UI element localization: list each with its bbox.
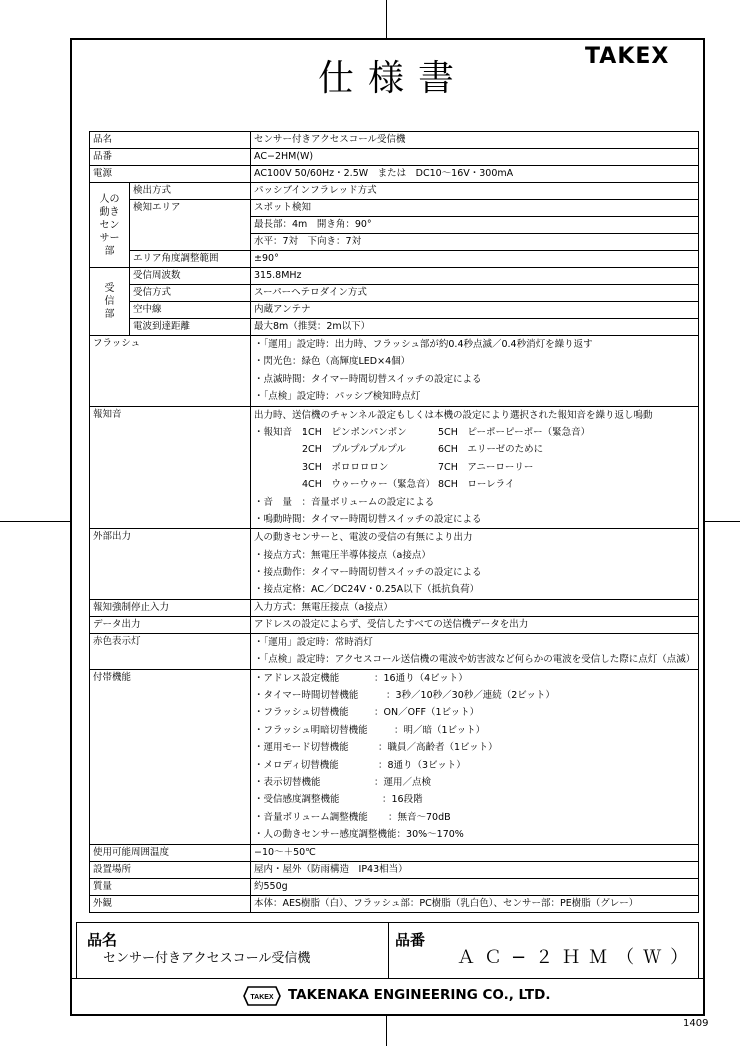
- table-row: [90, 132, 699, 149]
- sound-line: ・鳴動時間：タイマー時間切替スイッチの設定による: [254, 513, 482, 525]
- receiver-group-label: 受信部: [90, 268, 130, 336]
- row-value: スポット検知: [251, 200, 699, 217]
- ext-line: ・接点方式：無電圧半導体接点（a接点）: [254, 549, 431, 561]
- sound-line: [254, 459, 695, 476]
- row-value: 315.8MHz: [251, 268, 699, 285]
- row-label: 電波到達距離: [130, 319, 251, 336]
- row-value: 本体：AES樹脂（白）、フラッシュ部：PC樹脂（乳白色）、センサー部：PE樹脂（グレー）: [251, 895, 699, 912]
- sound-option: 4CH ウゥーウゥー（緊急音）: [302, 479, 436, 491]
- table-row: [90, 616, 699, 633]
- flash-line: ・閃光色：緑色（高輝度LED×4個）: [254, 356, 411, 368]
- row-value: ±90°: [251, 251, 699, 268]
- table-row: [90, 861, 699, 878]
- document-number: 1409: [683, 1018, 709, 1029]
- table-row: [90, 529, 699, 600]
- sound-option: 7CH アニーローリー: [438, 461, 534, 473]
- table-row: [90, 200, 699, 217]
- row-value: [251, 336, 699, 407]
- flash-line: ・「運用」設定時：出力時、フラッシュ部が約0.4秒点滅／0.4秒消灯を繰り返す: [254, 339, 593, 350]
- table-row: [90, 406, 699, 529]
- table-row: [90, 319, 699, 336]
- func-line: ・タイマー時間切替機能 ：3秒／10秒／30秒／連続（2ビット）: [254, 690, 555, 702]
- row-label: 質量: [90, 878, 251, 895]
- row-label: 報知強制停止入力: [90, 599, 251, 616]
- row-label: 検出方式: [130, 183, 251, 200]
- func-line: ・メロディ切替機能 ：8通り（3ビット）: [254, 759, 466, 771]
- row-label: 赤色表示灯: [90, 633, 251, 669]
- footer-name-label: 品名: [87, 931, 118, 949]
- row-label: 電源: [90, 166, 251, 183]
- company-logo-icon: [243, 986, 281, 1006]
- row-value: 最長部：4m 開き角：90°: [251, 217, 699, 234]
- row-value: 約550g: [251, 878, 699, 895]
- row-value: 水平：7対 下向き：7対: [251, 234, 699, 251]
- row-value: [251, 669, 699, 844]
- sound-option: 5CH ピーポーピーポー（緊急音）: [438, 426, 591, 438]
- row-value: [251, 406, 699, 529]
- ext-line: ・接点動作：タイマー時間切替スイッチの設定による: [254, 567, 482, 579]
- row-value: −10〜＋50℃: [251, 844, 699, 861]
- flash-line: ・「点検」設定時：パッシブ検知時点灯: [254, 391, 421, 403]
- row-value: パッシブインフラレッド方式: [251, 183, 699, 200]
- table-row: [90, 285, 699, 302]
- crop-mark-top: [386, 0, 387, 38]
- table-row: [90, 166, 699, 183]
- func-line: ・人の動きセンサー感度調整機能：30%〜170%: [254, 829, 464, 841]
- table-row: [90, 336, 699, 407]
- row-value: アドレスの設定によらず、受信したすべての送信機データを出力: [251, 616, 699, 633]
- footer-divider: [388, 923, 389, 979]
- footer-model-label: 品番: [395, 931, 426, 949]
- sound-head: ・報知音 ：: [254, 426, 312, 438]
- ext-line: ・接点定格：AC／DC24V・0.25A以下（抵抗負荷）: [254, 584, 480, 596]
- row-label: 報知音: [90, 406, 251, 529]
- func-line: ・音量ボリューム調整機能 ：無音〜70dB: [254, 811, 451, 823]
- func-line: ・受信感度調整機能 ：16段階: [254, 794, 423, 806]
- table-row: [90, 633, 699, 669]
- sound-line: [254, 476, 695, 493]
- spec-table: [89, 131, 699, 913]
- table-row: [90, 302, 699, 319]
- row-value: 最大8m（推奨：2m以下）: [251, 319, 699, 336]
- sound-line: ・音 量 ：音量ボリュームの設定による: [254, 496, 435, 508]
- row-label: フラッシュ: [90, 336, 251, 407]
- svg-text:TAKEX: TAKEX: [250, 994, 274, 1001]
- row-value: スーパーヘテロダイン方式: [251, 285, 699, 302]
- sound-line: 出力時、送信機のチャンネル設定もしくは本機の設定により選択された報知音を繰り返し鳴動: [254, 409, 653, 421]
- row-value: 屋内・屋外（防雨構造 IP43相当）: [251, 861, 699, 878]
- sensor-group-label: 人の動きセンサー部: [90, 183, 130, 268]
- func-line: ・フラッシュ明暗切替機能 ：明／暗（1ビット）: [254, 724, 486, 736]
- row-value: 入力方式：無電圧接点（a接点）: [251, 599, 699, 616]
- row-value: 内蔵アンテナ: [251, 302, 699, 319]
- sound-option: 3CH ポロロロロン: [302, 461, 389, 473]
- table-row: [90, 599, 699, 616]
- row-label: 外部出力: [90, 529, 251, 600]
- company-name: TAKENAKA ENGINEERING CO., LTD.: [288, 987, 551, 1003]
- row-label: 使用可能周囲温度: [90, 844, 251, 861]
- crop-mark-right: [705, 521, 740, 522]
- footer-box: [76, 922, 699, 978]
- crop-mark-left: [0, 521, 70, 522]
- row-value: [251, 529, 699, 600]
- table-row: [90, 251, 699, 268]
- sound-option: 2CH プルプルプルプル: [302, 444, 406, 456]
- red-line: ・「点検」設定時：アクセスコール送信機の電波や妨害波など何らかの電波を受信した際に点灯（点滅）: [254, 654, 696, 666]
- table-row: [90, 844, 699, 861]
- func-line: ・表示切替機能 ：運用／点検: [254, 776, 432, 788]
- row-label: 設置場所: [90, 861, 251, 878]
- red-line: ・「運用」設定時：常時消灯: [254, 636, 373, 648]
- row-value: AC−2HM(W): [251, 149, 699, 166]
- sound-option: 1CH ピンポンパンポン: [302, 426, 407, 438]
- flash-line: ・点滅時間：タイマー時間切替スイッチの設定による: [254, 373, 482, 385]
- brand-logo: TAKEX: [585, 44, 670, 69]
- table-row: [90, 149, 699, 166]
- table-row: [90, 895, 699, 912]
- sound-line: [254, 424, 695, 441]
- table-row: [90, 183, 699, 200]
- row-label: データ出力: [90, 616, 251, 633]
- row-label: 品名: [90, 132, 251, 149]
- row-label: 検知エリア: [130, 200, 251, 251]
- row-label: エリア角度調整範囲: [130, 251, 251, 268]
- ext-line: 人の動きセンサーと、電波の受信の有無により出力: [254, 532, 473, 544]
- table-row: [90, 878, 699, 895]
- row-value: センサー付きアクセスコール受信機: [251, 132, 699, 149]
- sound-option: 8CH ローレライ: [438, 479, 515, 491]
- sound-line: [254, 441, 695, 458]
- sound-option: 6CH エリーゼのために: [438, 444, 544, 456]
- func-line: ・アドレス設定機能 ：16通り（4ビット）: [254, 672, 468, 684]
- row-label: 付帯機能: [90, 669, 251, 844]
- row-value: [251, 633, 699, 669]
- footer-rule: [70, 978, 705, 979]
- func-line: ・運用モード切替機能 ：職員／高齢者（1ビット）: [254, 742, 498, 754]
- row-label: 受信周波数: [130, 268, 251, 285]
- row-label: 受信方式: [130, 285, 251, 302]
- row-label: 品番: [90, 149, 251, 166]
- table-row: [90, 268, 699, 285]
- row-label: 外観: [90, 895, 251, 912]
- footer-name-value: センサー付きアクセスコール受信機: [103, 951, 311, 966]
- func-line: ・フラッシュ切替機能 ：ON／OFF（1ビット）: [254, 707, 480, 719]
- table-row: [90, 669, 699, 844]
- footer-model-value: ＡＣ−２ＨＭ（Ｗ）: [457, 947, 698, 968]
- document-title: 仕様書: [318, 58, 469, 99]
- crop-mark-bottom: [386, 1016, 387, 1046]
- row-label: 空中線: [130, 302, 251, 319]
- row-value: AC100V 50/60Hz・2.5W または DC10〜16V・300mA: [251, 166, 699, 183]
